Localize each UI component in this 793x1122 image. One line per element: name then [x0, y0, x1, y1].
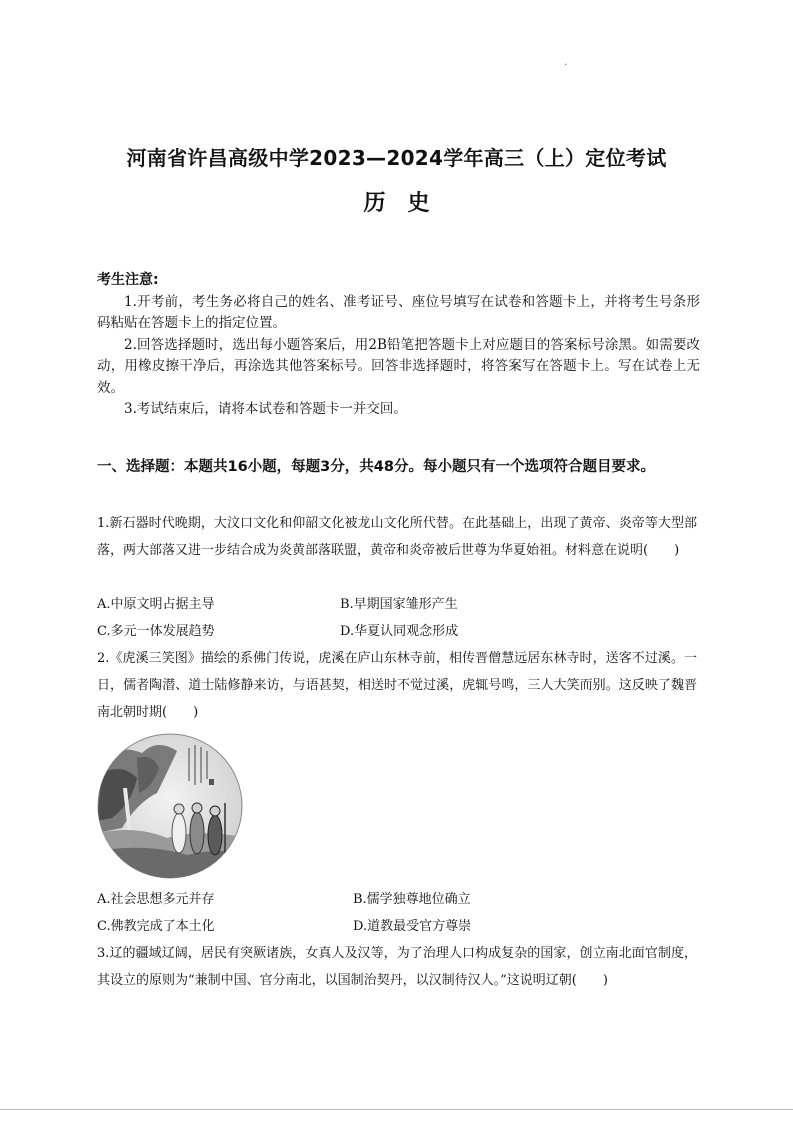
painting-image [97, 733, 243, 879]
question-2-stem [97, 645, 697, 726]
page-bottom-rule [0, 1109, 793, 1110]
question-1-stem [97, 510, 697, 564]
option-d[interactable]: D.道教最受官方尊崇 [353, 919, 472, 934]
option-b[interactable]: B.早期国家雏形产生 [340, 597, 458, 612]
subject-title: 历 史 [363, 191, 430, 216]
option-c[interactable]: C.佛教完成了本土化 [97, 919, 215, 934]
candidate-notice [97, 270, 700, 421]
notice-heading: 考生注意: [97, 272, 159, 288]
exam-title: 河南省许昌高级中学2023—2024学年高三（上）定位考试 [126, 146, 667, 170]
question-2-options [97, 886, 697, 940]
notice-item: 2.回答选择题时，选出每小题答案后，用2B铅笔把答题卡上对应题目的答案标号涂黑。如需要改动，用橡皮擦干净后，再涂选其他答案标号。回答非选择题时，将答案写在答题卡上。写在试卷上无效。 [97, 336, 700, 396]
tiger-creek-painting [97, 733, 243, 879]
notice-item: 1.开考前，考生务必将自己的姓名、准考证号、座位号填写在试卷和答题卡上，并将考生号条形码粘贴在答题卡上的指定位置。 [97, 293, 700, 331]
corner-mark: . [564, 57, 568, 68]
question-text: 2.《虎溪三笑图》描绘的系佛门传说，虎溪在庐山东林寺前，相传晋僧慧远居东林寺时，送客不过溪。一日，儒者陶潜、道士陆修静来访，与语甚契，相送时不觉过溪，虎辄号鸣，三人大笑而别。这反映了魏晋南北朝时期( ) [97, 651, 697, 720]
option-b[interactable]: B.儒学独尊地位确立 [353, 892, 471, 907]
option-a[interactable]: A.中原文明占据主导 [97, 597, 215, 612]
section-heading: 一、选择题：本题共16小题，每题3分，共48分。每小题只有一个选项符合题目要求。 [97, 459, 655, 475]
option-a[interactable]: A.社会思想多元并存 [97, 892, 215, 907]
question-1-options [97, 591, 697, 645]
notice-item: 3.考试结束后，请将本试卷和答题卡一并交回。 [124, 401, 407, 417]
option-d[interactable]: D.华夏认同观念形成 [340, 624, 459, 639]
question-text: 3.辽的疆域辽阔，居民有突厥诸族，女真人及汉等，为了治理人口构成复杂的国家，创立南北面官制度，其设立的原则为“兼制中国、官分南北，以国制治契丹，以汉制待汉人。”这说明辽朝( ) [97, 946, 697, 988]
question-3-stem [97, 940, 697, 994]
option-c[interactable]: C.多元一体发展趋势 [97, 624, 215, 639]
question-text: 1.新石器时代晚期，大汶口文化和仰韶文化被龙山文化所代替。在此基础上，出现了黄帝、炎帝等大型部落，两大部落又进一步结合成为炎黄部落联盟，黄帝和炎帝被后世尊为华夏始祖。材料意在说明( ) [97, 516, 697, 558]
